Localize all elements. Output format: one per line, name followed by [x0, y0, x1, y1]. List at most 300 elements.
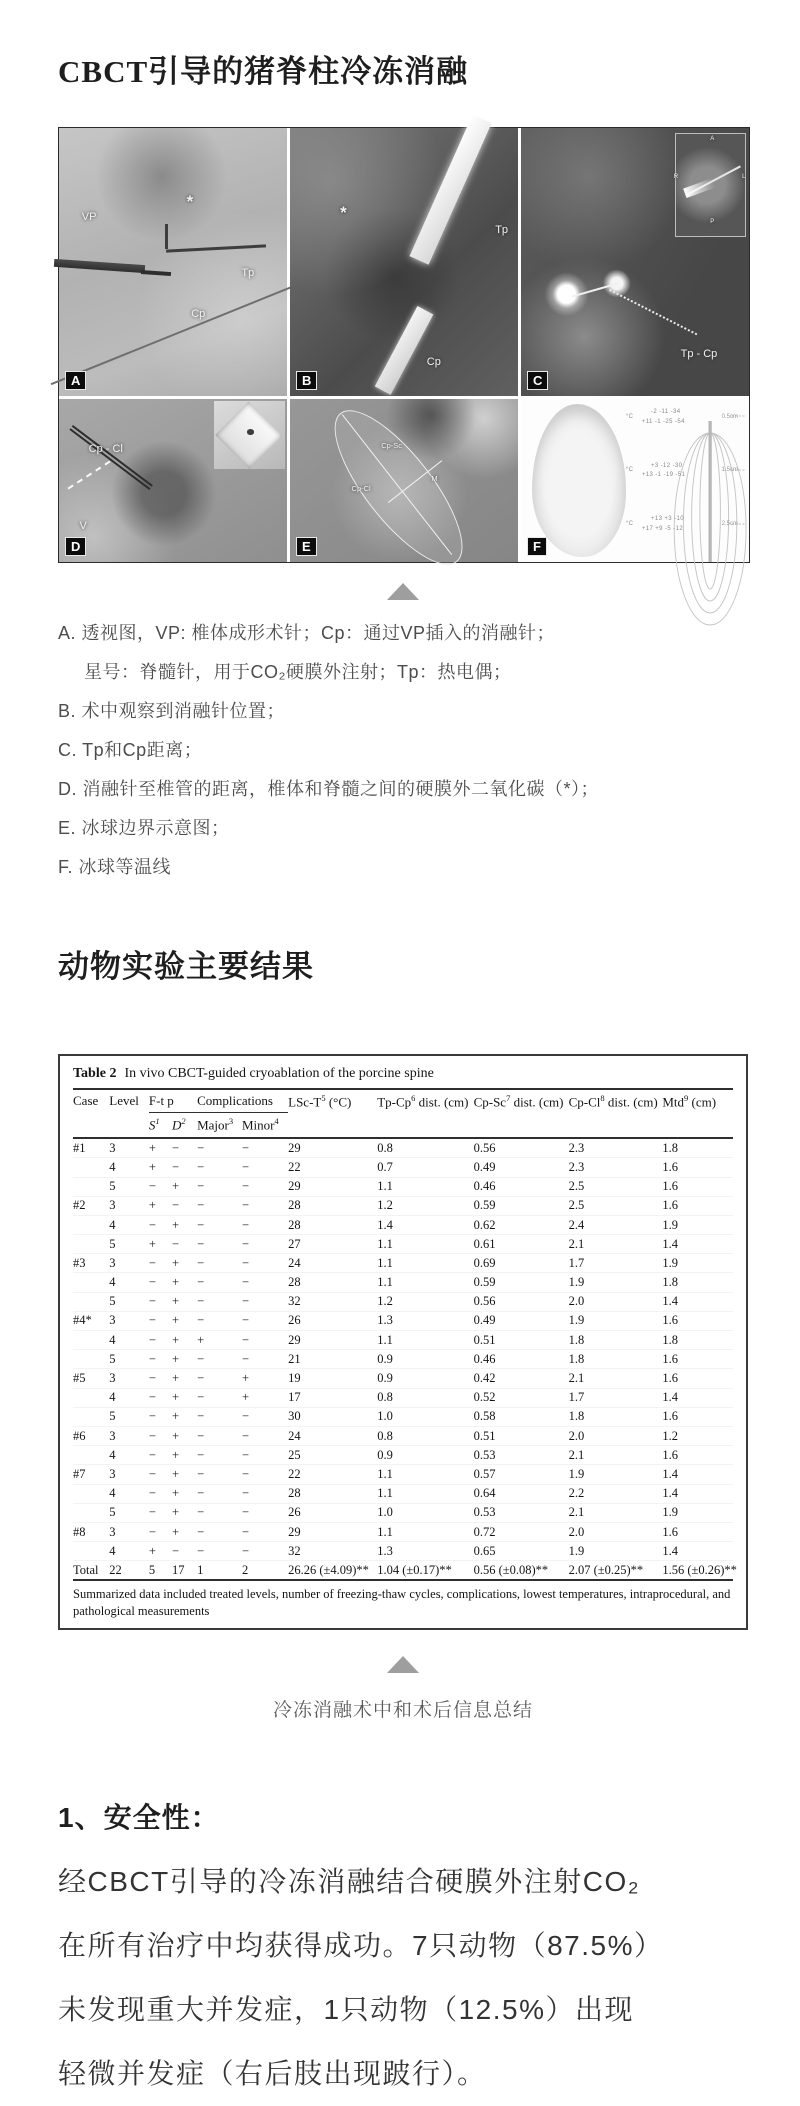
table-cell: 4	[109, 1446, 149, 1465]
col-subheader-minor: Minor$^4$	[242, 1112, 288, 1138]
col-header-lsct: LSc-$T^5$ (°C)	[288, 1089, 377, 1112]
table-cell: 3	[109, 1426, 149, 1445]
table-cell: 1.4	[662, 1235, 733, 1254]
table-row	[73, 1273, 733, 1292]
col-header-complications: Complications	[197, 1089, 288, 1112]
table-cell: 1.9	[569, 1273, 663, 1292]
table-cell: 27	[288, 1235, 377, 1254]
table-cell: 0.49	[474, 1158, 569, 1177]
table-cell: 0.8	[377, 1426, 473, 1445]
table-cell: 1.8	[662, 1138, 733, 1158]
table-cell: 1.2	[662, 1426, 733, 1445]
table-cell: 0.53	[474, 1446, 569, 1465]
table-cell: 25	[288, 1446, 377, 1465]
table-cell: 1.1	[377, 1522, 473, 1541]
table-cell: −	[197, 1503, 242, 1522]
col-header-mtd: Mtd$^9$ (cm)	[662, 1089, 733, 1112]
table-cell: 0.8	[377, 1388, 473, 1407]
table-cell: −	[172, 1196, 197, 1215]
table-cell: +	[172, 1311, 197, 1330]
table-cell: −	[197, 1311, 242, 1330]
panel-annotation: A	[710, 136, 715, 143]
table-cell: −	[149, 1369, 172, 1388]
table-cell: 0.9	[377, 1446, 473, 1465]
table-cell	[73, 1273, 109, 1292]
table-cell: −	[197, 1292, 242, 1311]
table-cell: 4	[109, 1542, 149, 1561]
table-cell: −	[149, 1522, 172, 1541]
table-cell: −	[149, 1407, 172, 1426]
table-cell: 1.1	[377, 1331, 473, 1350]
figure-caption	[58, 614, 748, 887]
panel-c-annotations	[521, 128, 749, 396]
table-cell: +	[172, 1522, 197, 1541]
table-cell: +	[197, 1331, 242, 1350]
table-cell: −	[242, 1177, 288, 1196]
table-cell: −	[242, 1446, 288, 1465]
table-cell: +	[172, 1388, 197, 1407]
figure-panel-b	[290, 128, 518, 396]
table-cell: 5	[109, 1177, 149, 1196]
col-subheader-major: Major$^3$	[197, 1112, 242, 1138]
panel-annotation: Cp	[426, 355, 441, 368]
table-cell: 1.8	[569, 1331, 663, 1350]
table-cell: 3	[109, 1196, 149, 1215]
table-cell: 0.52	[474, 1388, 569, 1407]
table-cell: 32	[288, 1542, 377, 1561]
table-cell: −	[197, 1407, 242, 1426]
col-subheader-s: $S^1$	[149, 1112, 172, 1138]
table2	[73, 1088, 737, 1581]
table-cell: −	[149, 1311, 172, 1330]
table-cell: 0.59	[474, 1273, 569, 1292]
table-cell: 2.2	[569, 1484, 663, 1503]
text-line: A. 透视图，VP: 椎体成形术针；Cp：通过VP插入的消融针；	[58, 623, 556, 643]
table-cell: −	[197, 1350, 242, 1369]
table-row	[73, 1331, 733, 1350]
table-cell: 1.6	[662, 1196, 733, 1215]
table2-box	[58, 1054, 748, 1630]
text-line: 星号：脊髓针，用于CO₂硬膜外注射；Tp：热电偶；	[84, 662, 512, 682]
table-row	[73, 1503, 733, 1522]
figure-panel-a	[59, 128, 287, 396]
table-cell: +	[149, 1138, 172, 1158]
panel-letter-badge: A	[66, 372, 85, 389]
panel-annotation: P	[710, 219, 715, 226]
panel-annotation: Tp	[241, 267, 255, 280]
table-cell	[73, 1292, 109, 1311]
table-cell: #8	[73, 1522, 109, 1541]
table-cell: 0.7	[377, 1158, 473, 1177]
table-cell: 19	[288, 1369, 377, 1388]
figure-panel-e	[290, 399, 518, 562]
figure-panel-c	[521, 128, 749, 396]
table-row	[73, 1484, 733, 1503]
table-cell: #7	[73, 1465, 109, 1484]
table-cell: 1.1	[377, 1484, 473, 1503]
table-row	[73, 1235, 733, 1254]
table-cell	[73, 1503, 109, 1522]
panel-annotation: +13 +3 -10	[650, 516, 684, 523]
table-row	[73, 1446, 733, 1465]
table-cell: −	[242, 1503, 288, 1522]
table-cell: 0.46	[474, 1350, 569, 1369]
table-cell: #5	[73, 1369, 109, 1388]
table-cell: −	[242, 1350, 288, 1369]
table-row	[73, 1388, 733, 1407]
table-cell: −	[149, 1503, 172, 1522]
table-cell: 0.51	[474, 1426, 569, 1445]
table-cell: 1.3	[377, 1542, 473, 1561]
table-cell: 30	[288, 1407, 377, 1426]
table-cell: 0.9	[377, 1350, 473, 1369]
table-cell: 0.53	[474, 1503, 569, 1522]
table-cell: 0.62	[474, 1215, 569, 1234]
table-cell: +	[172, 1407, 197, 1426]
text-line: E. 冰球边界示意图；	[58, 818, 230, 838]
table-cell	[73, 1235, 109, 1254]
table-cell: −	[197, 1542, 242, 1561]
table-cell: 1.0	[377, 1503, 473, 1522]
section-title: 动物实验主要结果	[58, 949, 314, 984]
table-cell: 1.6	[662, 1158, 733, 1177]
col-header-tpcp: Tp-Cp$^6$ dist. (cm)	[377, 1089, 473, 1112]
table-cell: −	[242, 1292, 288, 1311]
table-cell: 1.6	[662, 1369, 733, 1388]
table-cell: −	[242, 1158, 288, 1177]
table-cell: 1.4	[662, 1388, 733, 1407]
table-cell: 28	[288, 1196, 377, 1215]
table-cell: 1.4	[377, 1215, 473, 1234]
table-body	[73, 1138, 737, 1580]
table-cell: 26.26 (±4.09)**	[288, 1561, 377, 1581]
text-line: C. Tp和Cp距离；	[58, 740, 203, 760]
panel-annotation: *	[186, 192, 194, 212]
table-cell: +	[172, 1503, 197, 1522]
table-cell: 0.56	[474, 1292, 569, 1311]
table-cell: 0.42	[474, 1369, 569, 1388]
table-cell: 0.65	[474, 1542, 569, 1561]
text-line: B. 术中观察到消融针位置；	[58, 701, 286, 721]
table-cell: #4*	[73, 1311, 109, 1330]
table-cell: #3	[73, 1254, 109, 1273]
panel-annotation: +3 -12 -30	[650, 462, 683, 469]
table-cell: +	[242, 1369, 288, 1388]
text-line: 未发现重大并发症，1只动物（12.5%）出现	[58, 1994, 634, 2026]
table-cell: 4	[109, 1215, 149, 1234]
table-cell: 0.69	[474, 1254, 569, 1273]
table-cell: −	[149, 1292, 172, 1311]
table-cell: 22	[288, 1465, 377, 1484]
table-cell: +	[172, 1446, 197, 1465]
table-cell: +	[149, 1196, 172, 1215]
table-caption: 冷冻消融术中和术后信息总结	[272, 1700, 533, 1722]
table-cell: −	[242, 1196, 288, 1215]
table-cell: 29	[288, 1522, 377, 1541]
table-cell: 1.7	[569, 1254, 663, 1273]
table-row	[73, 1177, 733, 1196]
text-line: F. 冰球等温线	[58, 857, 172, 877]
table-row	[73, 1465, 733, 1484]
table-cell	[73, 1215, 109, 1234]
table-cell: +	[172, 1273, 197, 1292]
table-cell: −	[149, 1177, 172, 1196]
table-cell: #2	[73, 1196, 109, 1215]
panel-annotation: °C	[625, 413, 634, 420]
table-cell: 0.56 (±0.08)**	[474, 1561, 569, 1581]
table-cell: 0.59	[474, 1196, 569, 1215]
table-cell: 1.56 (±0.26)**	[662, 1561, 733, 1581]
table-cell: 2	[242, 1561, 288, 1581]
table-cell: 24	[288, 1254, 377, 1273]
table-cell: +	[149, 1158, 172, 1177]
table-cell: −	[197, 1388, 242, 1407]
table-cell: 2.1	[569, 1503, 663, 1522]
table-cell: 5	[109, 1407, 149, 1426]
table-cell	[73, 1484, 109, 1503]
text-line: 轻微并发症（右后肢出现跛行）。	[58, 2058, 487, 2090]
panel-annotation: 1.5cm	[721, 467, 738, 474]
table-cell: +	[172, 1369, 197, 1388]
table-cell: 3	[109, 1311, 149, 1330]
table-cell: 3	[109, 1369, 149, 1388]
table-cell: 22	[109, 1561, 149, 1581]
table-cell: −	[242, 1311, 288, 1330]
panel-annotation: 0.5cm	[721, 413, 738, 420]
col-header-cpcl: Cp-Cl$^8$ dist. (cm)	[569, 1089, 663, 1112]
table-cell: 2.1	[569, 1369, 663, 1388]
table-row	[73, 1369, 733, 1388]
table-cell: 1.0	[377, 1407, 473, 1426]
col-header-ftp: F-t p	[149, 1089, 197, 1112]
table-cell: −	[242, 1484, 288, 1503]
table-cell: 1.4	[662, 1292, 733, 1311]
table-cell: +	[172, 1465, 197, 1484]
table-cell: 1.7	[569, 1388, 663, 1407]
table-cell: 1.9	[569, 1465, 663, 1484]
panel-b-annotations	[290, 128, 518, 396]
table-title	[73, 1066, 733, 1082]
table-cell: −	[197, 1522, 242, 1541]
table-cell: 3	[109, 1465, 149, 1484]
table-cell: −	[242, 1138, 288, 1158]
table-cell: 0.8	[377, 1138, 473, 1158]
table-footnote: Summarized data included treated levels, number of freezing-thaw cycles, complications, lowest temperatures, intraprocedural, and pathological measurements	[73, 1587, 731, 1619]
panel-annotation: R	[673, 173, 679, 180]
table-cell: 1.6	[662, 1522, 733, 1541]
table-cell: +	[242, 1388, 288, 1407]
panel-annotation: °C	[625, 467, 634, 474]
panel-d-annotations	[59, 399, 287, 562]
table-cell: +	[149, 1235, 172, 1254]
table-row	[73, 1196, 733, 1215]
table-cell: −	[197, 1465, 242, 1484]
panel-annotation: Cp - Cl	[88, 443, 123, 455]
table-cell: −	[149, 1254, 172, 1273]
table-cell: 17	[172, 1561, 197, 1581]
panel-annotation: +13 -1 -19 -51	[641, 472, 686, 479]
page-title: CBCT引导的猪脊柱冷冻消融	[58, 54, 469, 89]
table-cell: 1.2	[377, 1196, 473, 1215]
table-cell: 2.0	[569, 1292, 663, 1311]
table-cell: 29	[288, 1177, 377, 1196]
col-header-case: Case	[73, 1089, 109, 1112]
table-cell: −	[242, 1465, 288, 1484]
table-cell: Total	[73, 1561, 109, 1581]
table-cell: 2.5	[569, 1177, 663, 1196]
table-cell: 1.1	[377, 1235, 473, 1254]
table-cell: 5	[109, 1292, 149, 1311]
table-cell: −	[242, 1407, 288, 1426]
panel-letter-badge: E	[297, 538, 316, 555]
table-cell: −	[197, 1369, 242, 1388]
table-cell: −	[149, 1484, 172, 1503]
col-header-cpsc: Cp-Sc$^7$ dist. (cm)	[474, 1089, 569, 1112]
table-cell: −	[172, 1158, 197, 1177]
table-cell: −	[197, 1215, 242, 1234]
panel-annotation: +11 -1 -25 -54	[641, 418, 685, 425]
table-cell: 1.1	[377, 1177, 473, 1196]
table-row	[73, 1350, 733, 1369]
table-cell: 5	[149, 1561, 172, 1581]
table-cell: 2.0	[569, 1522, 663, 1541]
table-cell: 29	[288, 1331, 377, 1350]
table-cell: 0.51	[474, 1331, 569, 1350]
table-cell: 1.6	[662, 1446, 733, 1465]
table-cell: −	[197, 1177, 242, 1196]
table-cell: −	[172, 1138, 197, 1158]
col-subheader-d: $D^2$	[172, 1112, 197, 1138]
table-cell: 4	[109, 1484, 149, 1503]
table-cell: 1.4	[662, 1484, 733, 1503]
table-cell: 0.9	[377, 1369, 473, 1388]
table-row	[73, 1158, 733, 1177]
table-cell: −	[242, 1215, 288, 1234]
table-cell	[73, 1542, 109, 1561]
table-cell: −	[172, 1235, 197, 1254]
table-row	[73, 1292, 733, 1311]
table-cell: 0.46	[474, 1177, 569, 1196]
panel-annotation: Cp-Sc	[381, 441, 403, 451]
table-cell: 1.9	[569, 1542, 663, 1561]
table-cell	[73, 1158, 109, 1177]
table-cell: 2.1	[569, 1235, 663, 1254]
table-cell: +	[149, 1542, 172, 1561]
panel-annotation: L	[742, 173, 746, 180]
table-cell: 1.04 (±0.17)**	[377, 1561, 473, 1581]
table-cell: 1.1	[377, 1273, 473, 1292]
table-cell: −	[149, 1446, 172, 1465]
panel-annotation: Cp	[191, 307, 206, 320]
table-cell: +	[172, 1254, 197, 1273]
table-cell: 0.58	[474, 1407, 569, 1426]
table-cell	[73, 1388, 109, 1407]
table-cell: −	[172, 1542, 197, 1561]
table-cell: 3	[109, 1522, 149, 1541]
panel-annotation: °C	[625, 521, 634, 528]
table-cell: 1.8	[569, 1407, 663, 1426]
table-cell: 2.3	[569, 1138, 663, 1158]
table-cell: 2.4	[569, 1215, 663, 1234]
table-cell: −	[197, 1235, 242, 1254]
table-row	[73, 1311, 733, 1330]
figure-panel-d	[59, 399, 287, 562]
table-cell: 0.61	[474, 1235, 569, 1254]
table-cell: 1.1	[377, 1254, 473, 1273]
table-cell: 0.49	[474, 1311, 569, 1330]
panel-a-annotations	[59, 128, 287, 396]
table-cell: 29	[288, 1138, 377, 1158]
panel-annotation: Tp - Cp	[680, 347, 718, 360]
table-row	[73, 1407, 733, 1426]
table-cell	[73, 1331, 109, 1350]
table-cell: 1.2	[377, 1292, 473, 1311]
panel-letter-badge: D	[66, 538, 85, 555]
table-row	[73, 1426, 733, 1445]
table-cell	[73, 1350, 109, 1369]
table-cell: +	[172, 1215, 197, 1234]
table-cell: −	[242, 1273, 288, 1292]
table-row	[73, 1254, 733, 1273]
table-cell: 1.8	[662, 1331, 733, 1350]
table-row	[73, 1215, 733, 1234]
table-cell: 1.6	[662, 1350, 733, 1369]
table-cell: 21	[288, 1350, 377, 1369]
table-cell: 1.6	[662, 1177, 733, 1196]
table-cell: 3	[109, 1138, 149, 1158]
safety-paragraph	[58, 1850, 748, 2106]
table-cell: 1.9	[662, 1503, 733, 1522]
table-cell: −	[197, 1158, 242, 1177]
table-cell: 5	[109, 1235, 149, 1254]
table-row	[73, 1138, 733, 1158]
table-total-row	[73, 1561, 733, 1581]
table-cell: −	[149, 1273, 172, 1292]
divider-triangle-icon	[387, 583, 419, 600]
table-cell: 0.57	[474, 1465, 569, 1484]
panel-annotation: 2.5cm	[721, 521, 738, 528]
table-cell: 2.5	[569, 1196, 663, 1215]
table-cell: +	[172, 1331, 197, 1350]
table-cell: −	[242, 1542, 288, 1561]
panel-letter-badge: F	[528, 538, 546, 555]
safety-heading: 1、安全性：	[58, 1802, 220, 1834]
panel-annotation: VP	[81, 211, 97, 224]
table-cell: 1.9	[569, 1311, 663, 1330]
panel-annotation: -2 -11 -34	[650, 408, 681, 415]
table-cell: 2.0	[569, 1426, 663, 1445]
table-cell	[73, 1407, 109, 1426]
table-cell: 26	[288, 1311, 377, 1330]
table-row	[73, 1522, 733, 1541]
table-cell: −	[197, 1273, 242, 1292]
table-cell: 1.8	[662, 1273, 733, 1292]
table-cell: −	[149, 1388, 172, 1407]
table-cell: 1.4	[662, 1465, 733, 1484]
table-cell: 28	[288, 1215, 377, 1234]
table-cell: −	[242, 1331, 288, 1350]
table-cell: 4	[109, 1273, 149, 1292]
table-cell: −	[149, 1426, 172, 1445]
table-cell	[73, 1446, 109, 1465]
table-cell: 0.72	[474, 1522, 569, 1541]
table-cell: −	[197, 1484, 242, 1503]
table-cell: 1.4	[662, 1542, 733, 1561]
table-cell: +	[172, 1292, 197, 1311]
table-cell: +	[172, 1426, 197, 1445]
col-header-level: Level	[109, 1089, 149, 1112]
table-cell: 2.3	[569, 1158, 663, 1177]
